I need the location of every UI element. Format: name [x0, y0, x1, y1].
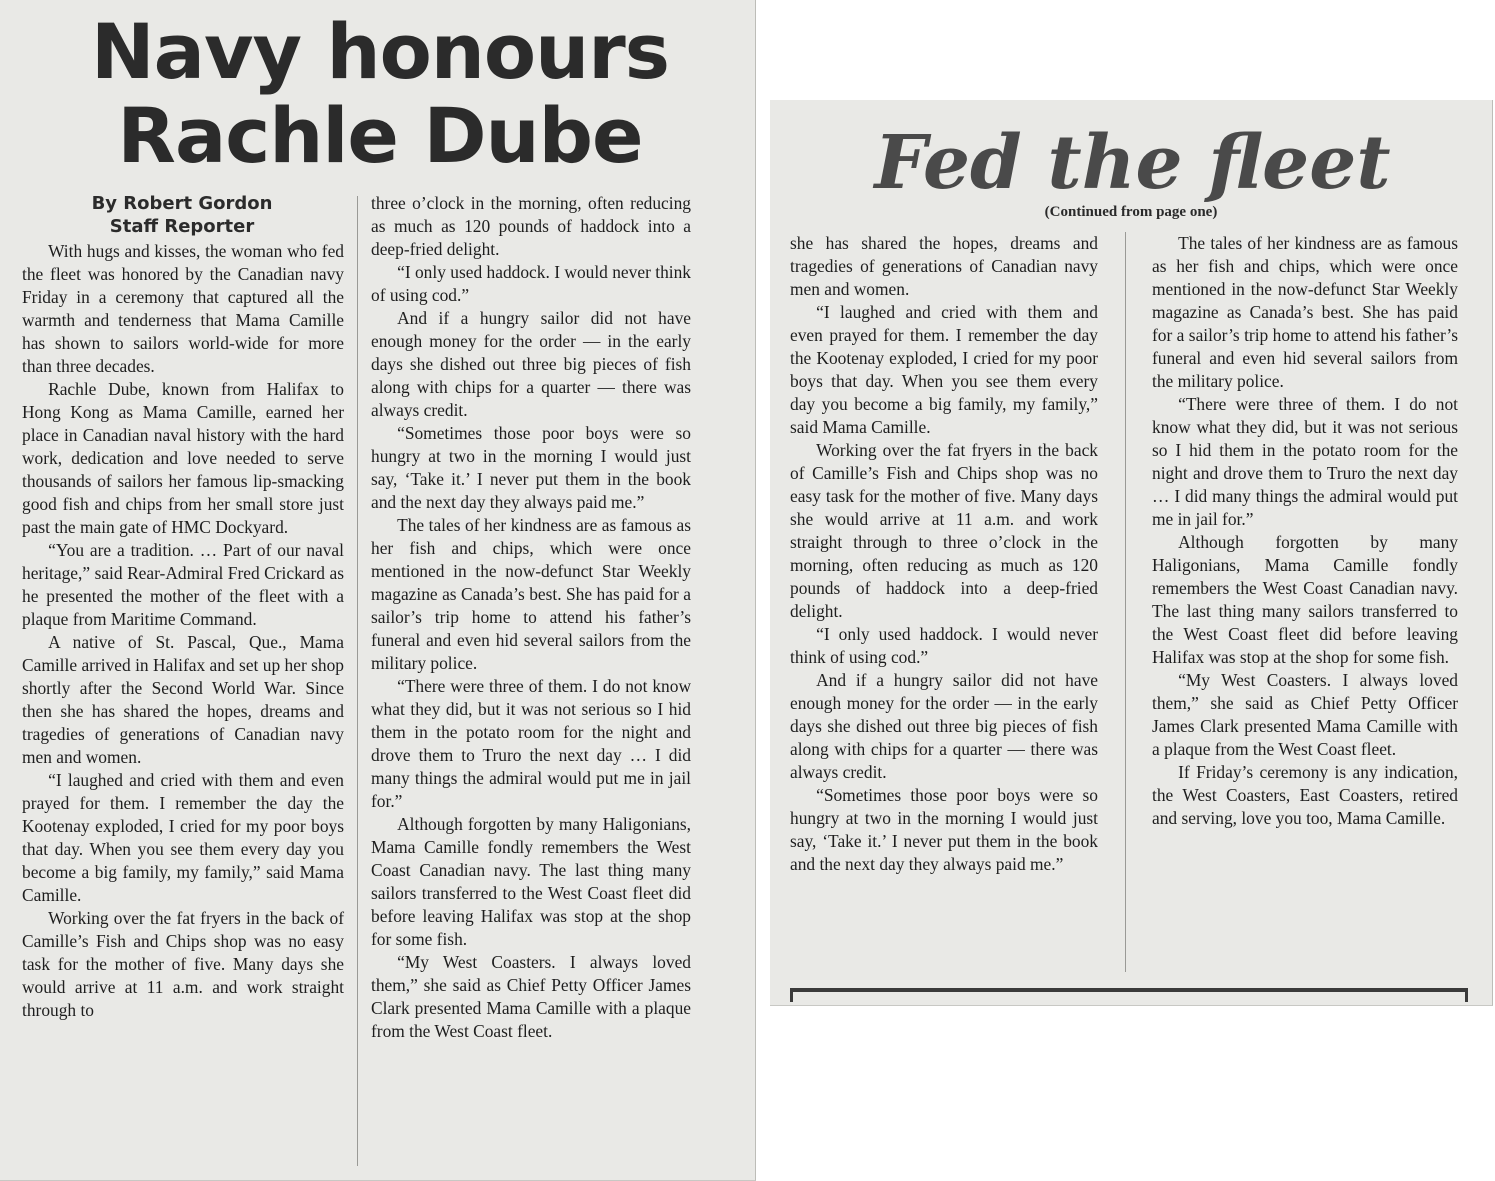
paragraph: “There were three of them. I do not know what they did, but it was not serious so I hid them in the potato room for the night and drove them to Truro the next day … I did many things the admiral would put me in jail for.”	[1152, 394, 1458, 529]
article-column-3	[790, 232, 1098, 876]
column-rule	[357, 196, 358, 1166]
paragraph: Working over the fat fryers in the back of Camille’s Fish and Chips shop was no easy task for the mother of five. Many days she would arrive at 11 a.m. and work straight through to three o’clock in the morning, often reducing as much as 120 pounds of haddock into a deep-fried delight.	[790, 440, 1098, 621]
headline-navy-honours: Navy honours Rachle Dube	[91, 7, 669, 180]
continued-notice: (Continued from page one)	[1044, 204, 1218, 220]
paragraph: “My West Coasters. I always loved them,” she said as Chief Petty Officer James Clark presented Mama Camille with a plaque from the West Coast fleet.	[1152, 670, 1458, 759]
clipping-fed-the-fleet	[770, 100, 1493, 1006]
paragraph: With hugs and kisses, the woman who fed the fleet was honored by the Canadian navy Friday in a ceremony that captured all the warmth and tenderness that Mama Camille has shown to sailors world-wide for more than three decades.	[22, 241, 344, 376]
article-column-2	[371, 192, 691, 1043]
byline	[22, 192, 342, 238]
bottom-rule-end	[790, 988, 793, 1002]
paragraph: The tales of her kindness are as famous as her fish and chips, which were once mentioned in the now-defunct Star Weekly magazine as Canada’s best. She has paid for a sailor’s trip home to attend his father’s funeral and even hid several sailors from the military police.	[371, 515, 691, 673]
article-column-1	[22, 240, 344, 1022]
paragraph: Rachle Dube, known from Halifax to Hong Kong as Mama Camille, earned her place in Canadian naval history with the hard work, dedication and love needed to serve thousands of sailors her famous lip-smacking good fish and chips from her small store just past the main gate of HMC Dockyard.	[22, 379, 344, 537]
paragraph: “I laughed and cried with them and even prayed for them. I remember the day the Kootenay exploded, I cried for my poor boys that day. When you see them every day you become a big family, my family,” said Mama Camille.	[790, 302, 1098, 437]
paragraph: “My West Coasters. I always loved them,” she said as Chief Petty Officer James Clark presented Mama Camille with a plaque from the West Coast fleet.	[371, 952, 691, 1041]
paragraph: Although forgotten by many Haligonians, Mama Camille fondly remembers the West Coast Canadian navy. The last thing many sailors transferred to the West Coast fleet did before leaving Halifax was stop at the shop for some fish.	[371, 814, 691, 949]
paragraph: “I only used haddock. I would never think of using cod.”	[371, 262, 691, 305]
article-column-4	[1152, 232, 1458, 830]
byline-name: By Robert Gordon	[91, 193, 273, 214]
paragraph: Working over the fat fryers in the back of Camille’s Fish and Chips shop was no easy task for the mother of five. Many days she would arrive at 11 a.m. and work straight through to	[22, 908, 344, 1020]
paragraph: “I only used haddock. I would never think of using cod.”	[790, 624, 1098, 667]
paragraph: “I laughed and cried with them and even prayed for them. I remember the day the Kootenay exploded, I cried for my poor boys that day. When you see them every day you become a big family, my family,” said Mama Camille.	[22, 770, 344, 905]
paragraph: If Friday’s ceremony is any indication, the West Coasters, East Coasters, retired and serving, love you too, Mama Camille.	[1152, 762, 1458, 828]
paragraph: three o’clock in the morning, often reducing as much as 120 pounds of haddock into a deep-fried delight.	[371, 193, 691, 259]
column-rule	[1125, 232, 1126, 972]
paragraph: A native of St. Pascal, Que., Mama Camille arrived in Halifax and set up her shop shortly after the Second World War. Since then she has shared the hopes, dreams and tragedies of generations of Canadian navy men and women.	[22, 632, 344, 767]
bottom-rule	[790, 988, 1468, 992]
bottom-rule-end	[1465, 988, 1468, 1002]
paragraph: “Sometimes those poor boys were so hungry at two in the morning I would just say, ‘Take it.’ I never put them in the book and the next day they always paid me.”	[790, 785, 1098, 874]
byline-title: Staff Reporter	[109, 216, 255, 237]
paragraph: “Sometimes those poor boys were so hungry at two in the morning I would just say, ‘Take it.’ I never put them in the book and the next day they always paid me.”	[371, 423, 691, 512]
paragraph: she has shared the hopes, dreams and tragedies of generations of Canadian navy men and women.	[790, 233, 1098, 299]
paragraph: Although forgotten by many Haligonians, Mama Camille fondly remembers the West Coast Canadian navy. The last thing many sailors transferred to the West Coast fleet did before leaving Halifax was stop at the shop for some fish.	[1152, 532, 1458, 667]
paragraph: “There were three of them. I do not know what they did, but it was not serious so I hid them in the potato room for the night and drove them to Truro the next day … I did many things the admiral would put me in jail for.”	[371, 676, 691, 811]
paragraph: “You are a tradition. … Part of our naval heritage,” said Rear-Admiral Fred Crickard as he presented the mother of the fleet with a plaque from Maritime Command.	[22, 540, 344, 629]
paragraph: The tales of her kindness are as famous as her fish and chips, which were once mentioned in the now-defunct Star Weekly magazine as Canada’s best. She has paid for a sailor’s trip home to attend his father’s funeral and even hid several sailors from the military police.	[1152, 233, 1458, 391]
headline-fed-the-fleet: Fed the fleet	[874, 120, 1391, 206]
paragraph: And if a hungry sailor did not have enough money for the order — in the early days she dished out three big pieces of fish along with chips for a quarter — there was always credit.	[790, 670, 1098, 782]
paragraph: And if a hungry sailor did not have enough money for the order — in the early days she dished out three big pieces of fish along with chips for a quarter — there was always credit.	[371, 308, 691, 420]
